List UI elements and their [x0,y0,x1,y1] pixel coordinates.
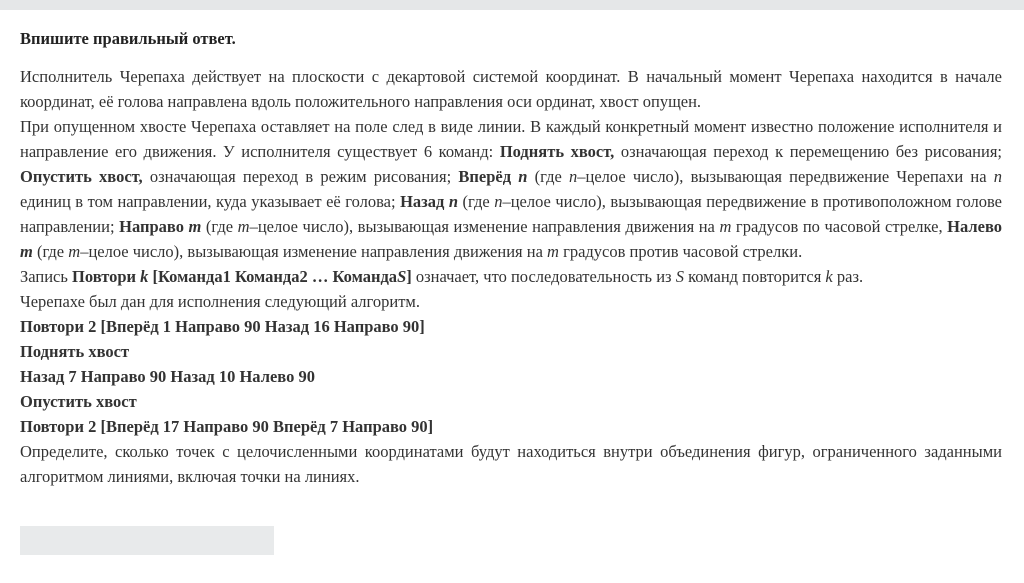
cmd-forward: Вперёд [458,167,512,186]
cmd-back: Назад [400,192,445,211]
algorithm-line: Повтори 2 [Вперёд 1 Направо 90 Назад 16 Направо 90] [20,317,425,336]
cmd-pen-down: Опустить хвост, [20,167,143,186]
commands-paragraph: При опущенном хвосте Черепаха оставляет на поле след в виде линии. В каждый конкретный момент известно положение исполнителя и направление его движения. У исполнителя существует 6 команд: Поднять хвост, означающая переход к перемещению без рисования; Опустить хвост, означающая переход в режим рисования; Вперёд n (где n–целое число), вызывающая передвижение Черепахи на n единиц в том направлении, куда указывает её голова; Назад n (где n–целое число), вызывающая передвижение в противоположном голове направлении; Направо m (где m–целое число), вызывающая изменение направления движения на m градусов по часовой стрелке, Налево m (где m–целое число), вызывающая изменение направления движения на m градусов против часовой стрелки. [20,117,1003,261]
var-s: S [397,267,407,286]
cmd-left: Налево [947,217,1003,236]
task-heading: Впишите правильный ответ. [20,29,236,48]
algorithm-intro: Черепахе был дан для исполнения следующий алгоритм. [20,292,420,311]
var-k: k [140,267,149,286]
task-content [20,26,1002,489]
cmd-pen-up: Поднять хвост, [499,142,615,161]
repeat-syntax-line: Запись Повтори k [Команда1 Команда2 … КомандаS] означает, что последовательность из S команд повторится k раз. [20,267,864,286]
algorithm-line: Опустить хвост [20,392,137,411]
algorithm-line: Назад 7 Направо 90 Назад 10 Налево 90 [20,367,315,386]
algorithm-line: Поднять хвост [20,342,130,361]
task-intro-paragraph: Исполнитель Черепаха действует на плоскости с декартовой системой координат. В начальный момент Черепаха находится в начале координат, её голова направлена вдоль положительного направления оси ординат, хвост опущен. [20,67,1002,111]
var-m: m [188,217,202,236]
var-n: n [518,167,528,186]
algorithm-line: Повтори 2 [Вперёд 17 Направо 90 Вперёд 7 Направо 90] [20,417,434,436]
answer-input[interactable] [20,526,274,555]
question-text: Определите, сколько точек с целочисленными координатами будут находиться внутри объединения фигур, ограниченного заданными алгоритмом линиями, включая точки на линиях. [20,442,1002,486]
cmd-right: Направо [119,217,184,236]
top-bar [0,0,1024,10]
